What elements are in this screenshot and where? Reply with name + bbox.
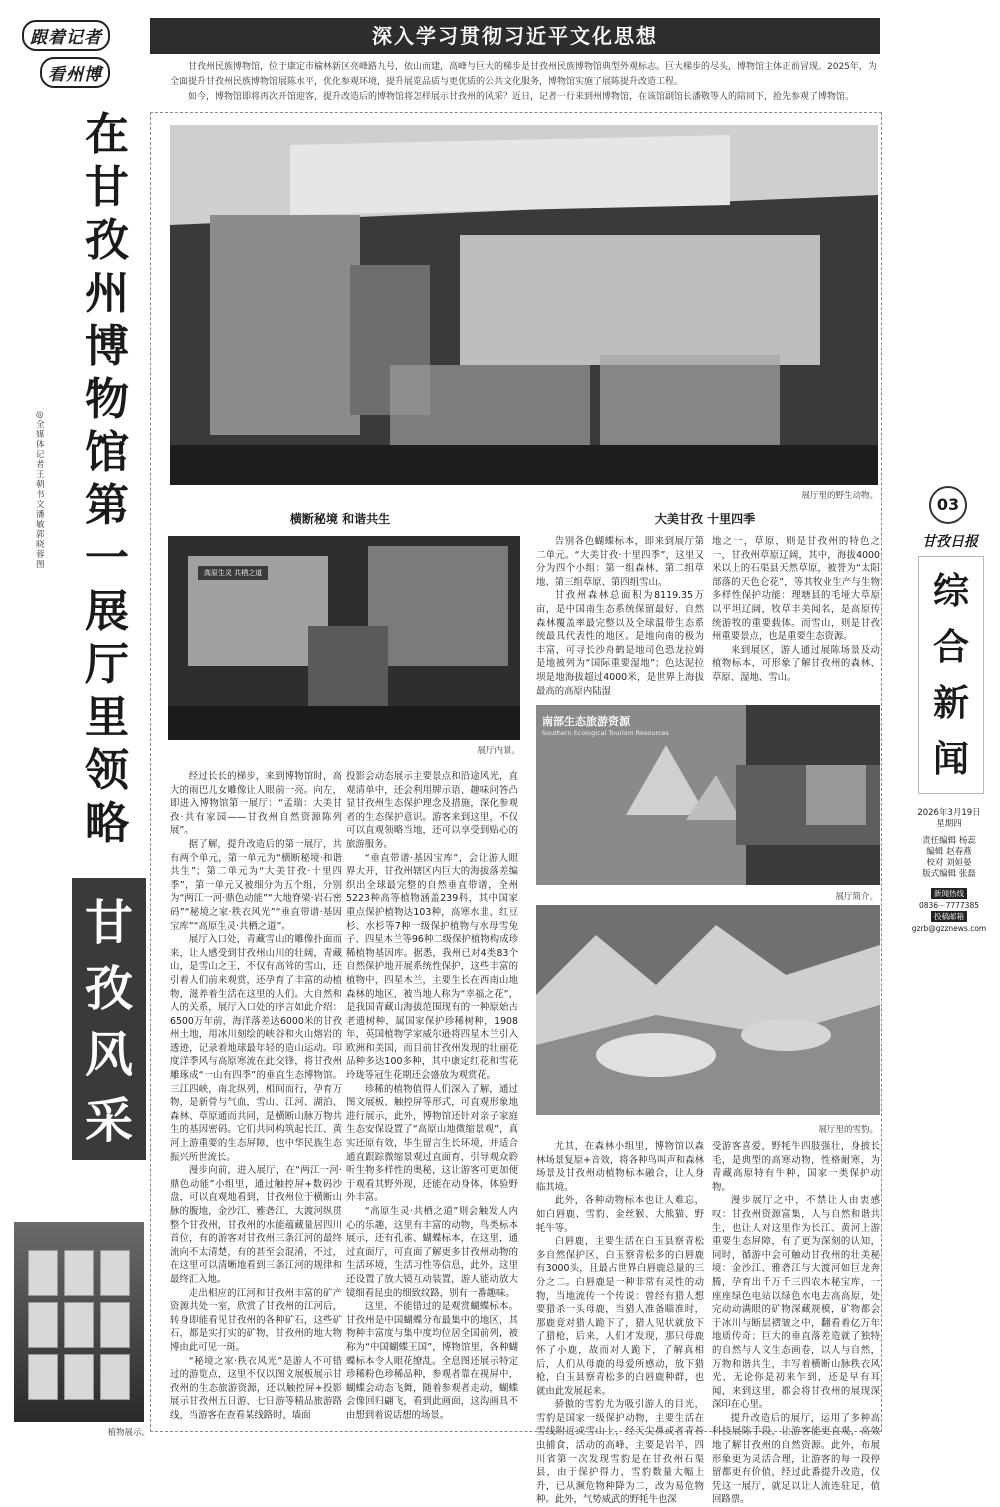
hotline-label: 新闻热线 (931, 888, 967, 899)
paragraph: 来到展区，游人通过展陈场景及动植物标本，可形象了解甘孜州的森林、草原、湿地、雪山。 (712, 644, 880, 683)
paragraph: 提升改造后的展厅，运用了多种高科技展陈手段，让游客能更直观，高效地了解甘孜州的自然资源。此外，布展形象更为灵活合理，让游客的每一段停留都更有价值，经过此番提升改造，仅凭这一展厅，就足以让人流连驻足，值回路票。 (712, 1412, 880, 1506)
paragraph: 甘孜州森林总面积为8119.35万亩，是中国南生态系统保留最好、自然森林覆盖率最完整以及全球温带生态系统最具代表性的地区。是地向南的极为丰富，可寻长沙舟鹤是地司色恐龙拉姆是地被列为“国际重要湿地”；色达泥拉坝是地海拔超过4000米，是世界上海拔最高的高原内陆湿 (536, 590, 704, 697)
column-c (536, 535, 704, 705)
caption-plants: 植物展示。 (107, 1428, 150, 1438)
paragraph: 受游客喜爱，野牦牛四肢强壮，身披长毛，是典型的高寒动物，性格耐寒，为青藏高原特有牛种，国家一类保护动物。 (712, 1141, 880, 1193)
editor-line: 责任编辑 杨蕊 (922, 836, 976, 846)
intro-panel-label-en: Southern Ecological Tourism Resources (542, 729, 669, 737)
paragraph: 投影会动态展示主要景点和沿途风光，直观清单中，还会利用牌示语、趣味问答凸显甘孜州生态保护理念及措施，深化参观者的生态保护意识。游客来到这里，不仅可以直观领略当地，还可以享受到贴心的旅游服务。 (346, 771, 518, 850)
intro-lead (170, 60, 880, 105)
email-address: gzrb@gzznews.com (911, 924, 987, 933)
column-a (170, 770, 342, 1420)
column-tag (22, 20, 142, 98)
paragraph: 骄傲的雪豹尤为吸引游人的目光，雪豹是国家一级保护动物，主要生活在雪线附近或雪山上，经天尖鼻或者青苔虫捕食，活动的高峰，主要是岩羊，四川省第一次发现雪豹是在甘孜州石渠县，由于保护得力，雪豹数量大幅上升，已从濒危物种降为二，改为易危物种。此外，气势威武的野牦牛也深 (536, 1399, 704, 1506)
editor-line: 版式编辑 张磊 (922, 869, 976, 879)
paragraph: 地之一，草原，则是甘孜州的特色之一，甘孜州草原辽阔，其中，海拔4000米以上的石渠县天然草原，被誉为“太阳部落的天色仑花”，等其牧业生产与生物多样性保护功能：理塘县的毛垭大草原以平坦辽阔，牧草丰美闻名，是高原传统游牧的重要载体。而雪山，则是甘孜州重要景点，也是重要生态资源。 (712, 536, 880, 643)
subhead-right: 大美甘孜 十里四季 (654, 512, 756, 526)
editor-line: 编辑 赵春燕 (926, 847, 972, 857)
hall-panel-label: 高原生灵 共栖之道 (203, 569, 263, 577)
issue-weekday: 星期四 (936, 819, 962, 829)
specimen-grid (28, 1250, 130, 1400)
subhead-left: 横断秘境 和谐共生 (289, 512, 391, 526)
column-tag-line2: 看州博 (40, 57, 110, 88)
main-photo-wildlife (170, 125, 878, 485)
intro-paragraph: 如今，博物馆即将再次开馆迎客，提升改造后的博物馆将怎样展示甘孜州的风采？近日，记者一行来到州博物馆，在该馆副馆长潘敬等人的陪同下，抢先参观了博物馆。 (188, 92, 855, 102)
paragraph: “垂直带谱·基因宝库”，会让游人眼界大开，甘孜州辖区内巨大的海拔落差编织出全球最完整的自然垂直带谱，全州5223种高等植物涵盖239科，其中国家重点保护植物达103种，高寒水韭、红豆杉、水杉等7种一级保护植物与水母雪兔子、四星木兰等96种二级保护植物构成珍稀植物基因库。据悉，我州已对4类83个自然保护地开展系统性保护，这些丰富的植物中，四星木兰，主要生长在西南山地森林的地区，被当地人称为“幸福之花”，是我国青藏山海拔范围现有的一种原始古老遗树种，属国家保护珍稀树种，1908年，英国植物学家威尔逊将四星木兰引入欧洲和美国，而目前甘孜州发现的壮丽花品种多达100多种，其中康定红花和雪花玲珑等冠生花期还会盛放为观赏花。 (346, 852, 518, 1082)
intro-panel-photo (536, 705, 880, 885)
paragraph: 展厅入口处，青藏雪山的雕像扑面而来，让人感受到甘孜州山川的壮阔，青藏山，是雪山之王，不仅有高耸的雪山，还引着人们前来观赏，还孕育了丰富的动植物，滋养着生活在这里的人们。大自然和人的关系，展厅入口处的序言如此介绍：6500万年前，海洋落差达6000米的甘孜州土地，用冰川刻绘的峡谷和火山熔岩的透迹，记录着地球最年轻的造山运动。印度洋季风与高原寒流在此交锋，将甘孜州雕琢成“一山有四季”的垂直生态博物馆。三江四峡，南北纵列，相间而行，孕育万物，是新骨与气血，雪山、江河、湖泊、森林、草原通而共同，是横断山脉万物共生的基因密码。它们共同构筑起长江、黄河上游重要的生态屏障，也中华民族生态振兴所世流长。 (170, 934, 342, 1163)
issue-date: 2026年3月19日 (917, 808, 981, 818)
column-e (536, 1140, 704, 1506)
caption-leopard: 展厅里的雪豹。 (818, 1125, 878, 1135)
paragraph: 走出相应的江河和甘孜州丰富的矿产资源共处一室，欣赏了甘孜州的江河后，转身即能看见甘孜州的各种矿石，这些矿石，都是实打实的矿物，甘孜州的地大物博由此可见一斑。 (170, 1287, 342, 1353)
paragraph: 漫步展厅之中，不禁让人由衷感叹：甘孜州资源富集，人与自然和谐共生，也让人对这里作为长江、黄河上游重要生态屏障，有了更为深刻的认知，同时，循游中会可触动甘孜州的壮美秘境：金沙江、雅砻江与大渡河如巨龙奔腾，孕育出千万千三四农木秘宝库，一座座绿色电站以绿色水电去高高原，处完动动满眼的矿物深藏规模，矿物都会于冰川与断层褶皱之中，翻看着亿万年地质传奇；巨大的垂直落差造就了独特的自然与人文生态画卷，以人与自然，万物和谐共生，丰写着横断山脉秩衣风光，无论你是初来乍到，还是早有耳闻，来到这里，都会将甘孜州的展现深深印在心里。 (712, 1195, 880, 1411)
caption-intro-panel: 展厅简介。 (835, 892, 878, 902)
newspaper-logo: 甘孜日报 (922, 534, 978, 550)
intro-paragraph: 甘孜州民族博物馆，位于康定市榆林新区亮峰路九号，依山而建，高峰与巨大的梯步是甘孜州民族博物馆典型外观标志。巨大梯步的尽头，博物馆主体正前冒现。2025年，为全面提升甘孜州民族博物馆展陈水平，优化参观环境，提升展览品质与更优质的公共文化服务，博物馆实施了展陈提升改造工程。 (170, 62, 877, 87)
paragraph: 据了解，提升改造后的第一展厅，共有两个单元，第一单元为“横断秘境·和谐共生”；第二单元为“大美甘孜·十里四季”，第一单元又被细分为五个组，分别为“两江一河·鼎色动能”“大地脊梁·岩石密码”“秘境之家·秩衣风光”“垂直带谱·基因宝库”“高原生灵·共栖之道”。 (170, 838, 342, 932)
paragraph: 白唇鹿，主要生活在白玉县察青松多自然保护区，白玉察青松多的白唇鹿有3000头，且最占世界白唇鹿总量的三分之二。白唇鹿是一种非常有灵性的动物，当地流传一个传说：曾经有猎人想要猎杀一头母鹿，当猎人准备瞄准时，那鹿竟对猎人跪下了，猎人见状就放下了猎枪，后来，人们才发现，那只母鹿怀了小鹿，故而对人跪下，了解真相后，人们从母鹿的母爱所感动，放下猎枪，白玉县察青松多的白唇鹿种群，也就由此发展起来。 (536, 1236, 704, 1397)
column-tag-line1: 跟着记者 (22, 20, 110, 51)
paragraph: 尤其，在森林小组里，博物馆以森林场景复原+音效，将各种鸟叫声和森林场景及甘孜州动植物标本融合，让人身临其境。 (536, 1141, 704, 1193)
edition-info (905, 808, 993, 934)
hall-photo (168, 536, 520, 740)
paragraph: 经过长长的梯步，来到博物馆时，高大的雨巴儿女雕像让人眼前一亮。向左，即进入博物馆第一展厅：“孟瑞：大美甘孜·共有家园——甘孜州自然资源陈列展”。 (170, 771, 342, 837)
plant-display-photo (14, 1222, 144, 1422)
intro-panel-label: 南部生态旅游资源 (542, 715, 630, 728)
paragraph: 告别各色蝴蝶标本，即来到展厅第二单元。“大美甘孜·十里四季”，这里又分为四个小组：第一组森林、第二组草地、第三组草原、第四组雪山。 (536, 536, 704, 588)
paragraph: 漫步向前，进入展厅，在“两江一河·鼎色动能”小组里，通过触控屏+数码沙盘，可以直观地看到，甘孜州位于横断山脉的腹地，金沙江、雅砻江、大渡河纵贯整个甘孜州，甘孜州的水能蕴藏量居四川首位，有的游客对甘孜州三条江河的最终流向不太清楚，有的甚至会混淆，不过，在这里可以清晰地看到三条江河的规律和最终汇入地。 (170, 1165, 342, 1285)
paragraph: 珍稀的植物值得人们深入了解，通过图文展板、触控屏等形式，可直观形象地进行展示，此外，博物馆还针对亲子家庭生态安保设置了“高原山地微缩景观”，真实还原有效，毕生留言生长环境，并适合通直跟踪微缩景观过直面育，引导观众聆听生物多样性的奥秘，这让游客可更加便于观看其野外现，还能在动身体，体验野外丰富。 (346, 1083, 518, 1204)
paragraph: “高原生灵·共栖之道”则会触发人内心的乐趣，这里有丰富的动物，鸟类标本展示，还有孔雀、蝴蝶标本，在这里，通过直面厅，可直面了解更多甘孜州动物的生活环境，生活习性等信息，此外，这里还设置了放大镜互动装置，游人能动放大镜细看昆虫的细致纹路，别有一番趣味。 (346, 1206, 518, 1299)
section-title: 综合新闻 (918, 556, 984, 794)
caption-hall: 展厅内景。 (477, 746, 520, 756)
byline: ◎全媒体记者 王朝书 文 潘敏 郭晓蓉图 (36, 410, 45, 570)
editor-line: 校对 刘姮晏 (926, 858, 972, 868)
page-number: 03 (929, 486, 967, 524)
hotline-number: 0836－7777385 (919, 901, 979, 910)
column-d (712, 535, 880, 705)
paragraph: 这里，不能错过的是观赏蝴蝶标本。甘孜州是中国蝴蝶分布最集中的地区，其物种丰富度与集中度均位居全国前列，被称为“中国蝴蝶王国”，博物馆里，各种蝴蝶标本令人眼花缭乱。全息图还展示特定珍稀粉色珍稀品种，参观者靠在视屏中，蝴蝶会动态飞舞，随着参观者走动，蝴蝶会像回归翩飞，看到此画面，这沟画具不由想到着说话想的场景。 (346, 1301, 518, 1421)
paragraph: “秘境之家·秩衣风光”是游人不可错过的游览点，这里不仅以图文展板展示甘孜州的生态旅游资源，还以触控屏+投影展示甘孜州五日游、七日游等精品旅游路线，当游客在查看某线路时，墙面 (170, 1355, 342, 1421)
paragraph: 此外，各种动物标本也让人难忘，如白唇鹿、雪豹、金丝猴、大熊猫、野牦牛等。 (536, 1195, 704, 1234)
caption-main: 展厅里的野生动物。 (801, 491, 878, 501)
snow-leopard-photo (536, 905, 880, 1115)
column-b (346, 770, 518, 1420)
column-f (712, 1140, 880, 1506)
headline: 在甘孜州博物馆第一展厅里领略 (85, 109, 129, 849)
email-label: 投稿邮箱 (931, 911, 967, 922)
theme-banner: 深入学习贯彻习近平文化思想 (150, 18, 880, 54)
kicker-headline: 甘孜风采 (72, 878, 146, 1160)
